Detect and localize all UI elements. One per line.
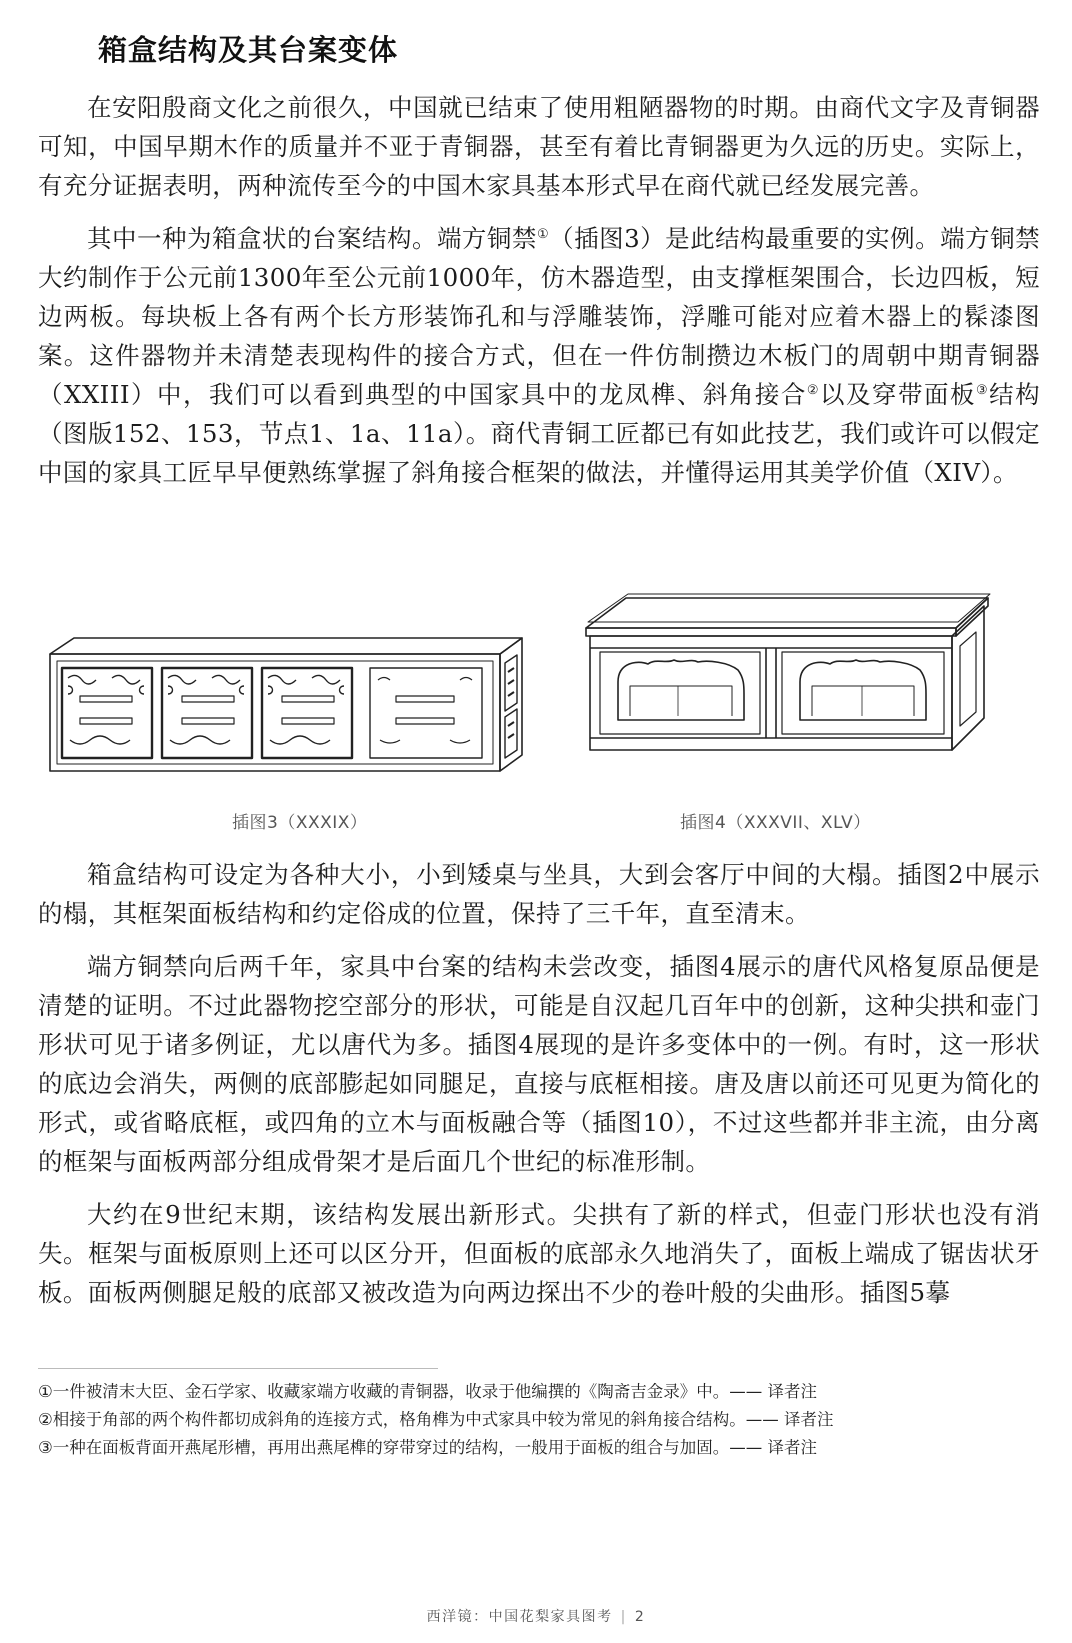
top-paragraph xyxy=(38,88,1040,205)
footnote-3: ③一种在面板背面开燕尾形槽，再用出燕尾榫的穿带穿过的结构，一般用于面板的组合与加固。—— 译者注 xyxy=(38,1438,818,1457)
figure-4-tang-table-drawing xyxy=(578,590,1033,760)
bottom-paragraph xyxy=(38,855,1040,933)
paragraph-text: （插图3）是此结构最重要的实例。端方铜禁大约制作于公元前1300年至公元前1000年，仿木器造型，由支撑框架围合，长边四板，短边两板。每块板上各有两个长方形装饰孔和与浮雕装饰，浮雕可能对应着木器上的髹漆图案。这件器物并未清楚表现构件的接合方式，但在一件仿制攒边木板门的周朝中期青铜器（XXIII）中，我们可以看到典型的中国家具中的龙凤榫、斜角接合 xyxy=(38,224,1040,409)
footnote-marker: ① xyxy=(536,226,550,242)
paragraph-text: 在安阳殷商文化之前很久，中国就已结束了使用粗陋器物的时期。由商代文字及青铜器可知，中国早期木作的质量并不亚于青铜器，甚至有着比青铜器更为久远的历史。实际上，有充分证据表明，两种流传至今的中国木家具基本形式早在商代就已经发展完善。 xyxy=(38,93,1040,200)
footer-separator: | xyxy=(620,1609,627,1625)
top-paragraph xyxy=(38,219,1040,492)
paragraph-text: 端方铜禁向后两千年，家具中台案的结构未尝改变，插图4展示的唐代风格复原品便是清楚的证明。不过此器物挖空部分的形状，可能是自汉起几百年中的创新，这种尖拱和壶门形状可见于诸多例证，尤以唐代为多。插图4展现的是许多变体中的一例。有时，这一形状的底边会消失，两侧的底部膨起如同腿足，直接与底框相接。唐及唐以前还可见更为简化的形式，或省略底框，或四角的立木与面板融合等（插图10），不过这些都并非主流，由分离的框架与面板两部分组成骨架才是后面几个世纪的标准形制。 xyxy=(38,952,1040,1176)
footnote-1: ①一件被清末大臣、金石学家、收藏家端方收藏的青铜器，收录于他编撰的《陶斋吉金录》中。—— 译者注 xyxy=(38,1382,818,1401)
bottom-paragraph xyxy=(38,947,1040,1181)
book-title: 西洋镜：中国花梨家具图考 xyxy=(426,1609,613,1625)
bottom-paragraph xyxy=(38,1195,1040,1312)
footnote-2: ②相接于角部的两个构件都切成斜角的连接方式，格角榫为中式家具中较为常见的斜角接合结构。—— 译者注 xyxy=(38,1410,834,1429)
section-heading: 箱盒结构及其台案变体 xyxy=(98,33,399,67)
page-footer xyxy=(0,1606,1072,1626)
footnotes xyxy=(38,1378,1038,1462)
footnote-marker: ③ xyxy=(975,382,990,398)
page-number: 2 xyxy=(634,1609,646,1625)
paragraph-text: 大约在9世纪末期，该结构发展出新形式。尖拱有了新的样式，但壶门形状也没有消失。框架与面板原则上还可以区分开，但面板的底部永久地消失了，面板上端成了锯齿状牙板。面板两侧腿足般的底部又被改造为向两边探出不少的卷叶般的尖曲形。插图5摹 xyxy=(38,1200,1040,1307)
paragraph-text: 以及穿带面板 xyxy=(819,380,976,409)
body-text-top xyxy=(38,88,1040,506)
paragraph-text: 其中一种为箱盒状的台案结构。端方铜禁 xyxy=(87,224,537,253)
body-text-bottom xyxy=(38,855,1040,1326)
footnote-marker: ② xyxy=(806,382,820,398)
figure-4-caption: 插图4（XXXVII、XLV） xyxy=(680,813,871,833)
footnote-divider xyxy=(38,1368,438,1369)
paragraph-text: 结构（图版152、153，节点1、1a、11a）。商代青铜工匠都已有如此技艺，我们或许可以假定中国的家具工匠早早便熟练掌握了斜角接合框架的做法，并懂得运用其美学价值（XIV）。 xyxy=(38,380,1041,487)
figure-3-caption: 插图3（XXXIX） xyxy=(232,813,368,833)
paragraph-text: 箱盒结构可设定为各种大小，小到矮桌与坐具，大到会客厅中间的大榻。插图2中展示的榻，其框架面板结构和约定俗成的位置，保持了三千年，直至清末。 xyxy=(38,860,1040,928)
figure-3-bronze-altar-drawing xyxy=(40,628,530,778)
